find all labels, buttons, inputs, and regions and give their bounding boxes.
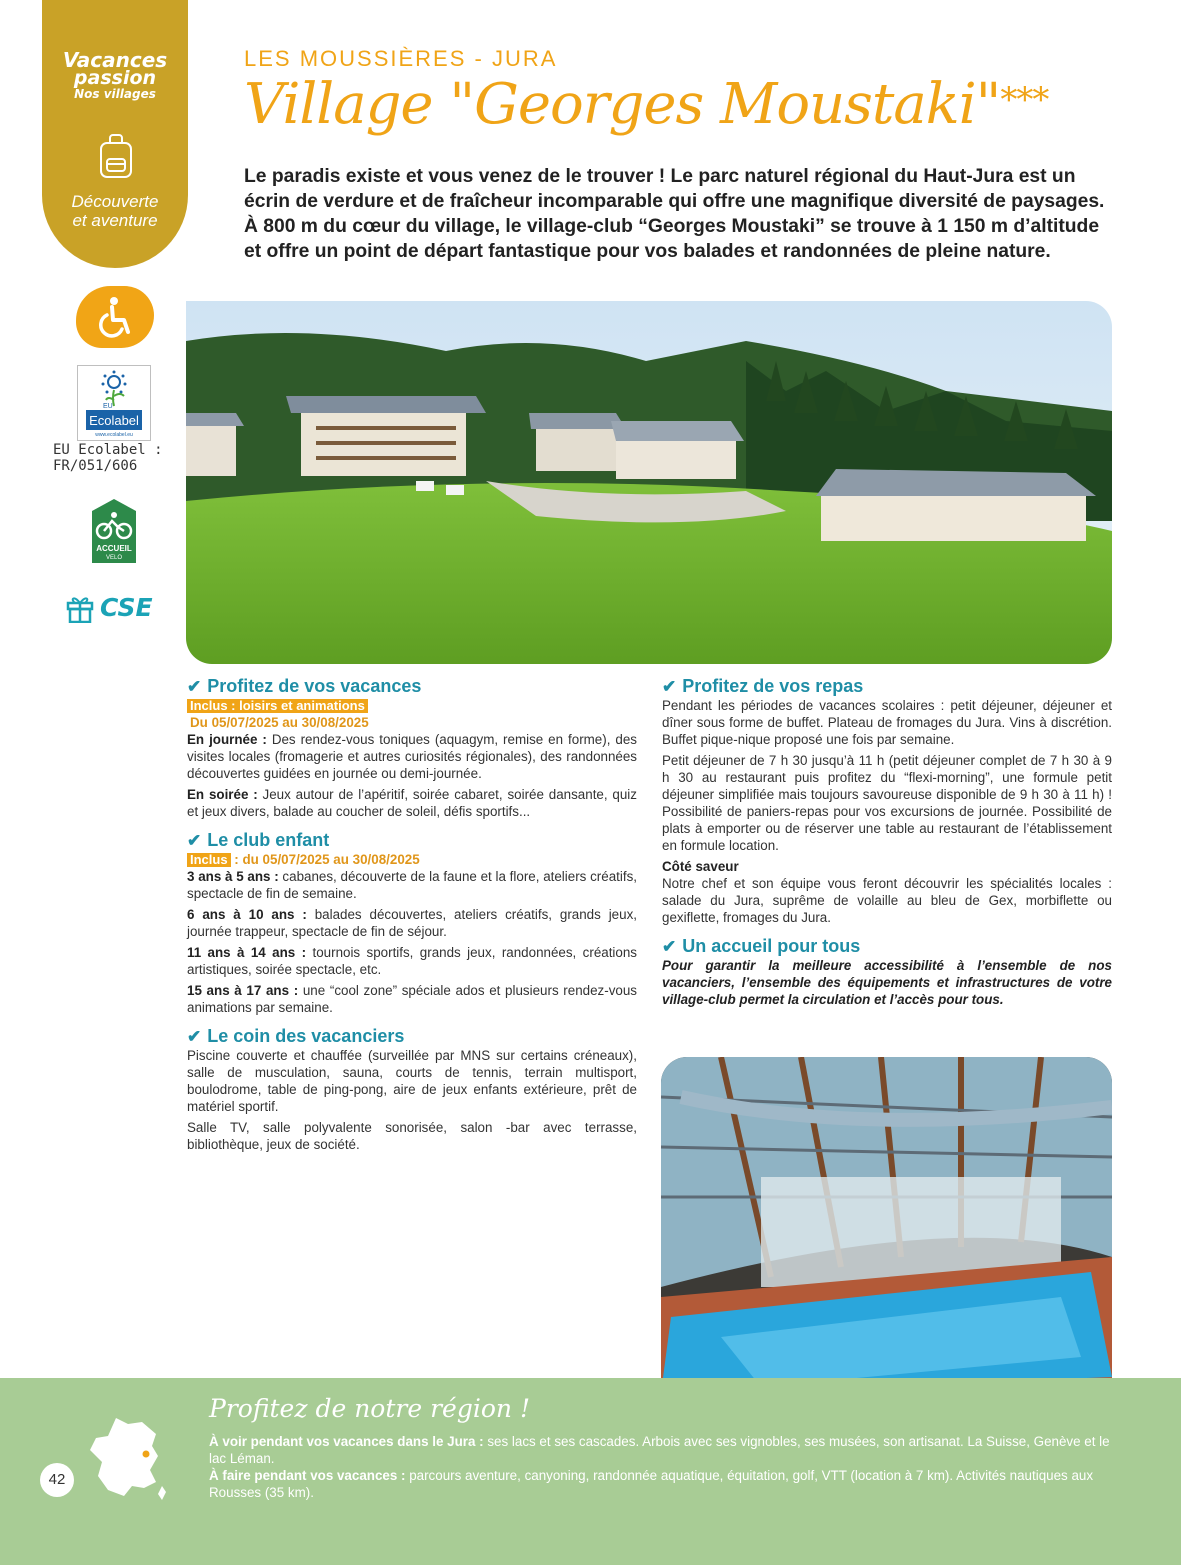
category-line1: Découverte xyxy=(71,192,159,211)
included-badge: Inclus xyxy=(187,853,231,867)
page-title xyxy=(244,72,1048,137)
location-label: LES MOUSSIÈRES - JURA xyxy=(244,46,558,71)
voir-label: À voir pendant vos vacances dans le Jura : xyxy=(209,1434,484,1449)
section-repas-heading xyxy=(662,678,1112,695)
checkmark-icon: ✔ xyxy=(187,1027,202,1046)
age-label: 11 ans à 14 ans : xyxy=(187,945,307,960)
age-text: cabanes, découverte de la faune et la flore, ateliers créatifs, spectacle de fin de semaine. xyxy=(187,869,637,901)
ecolabel-logo xyxy=(77,365,151,441)
heading-text: Le coin des vacanciers xyxy=(207,1026,405,1046)
logo-line2: passion xyxy=(73,67,157,89)
ecolabel-flower-icon xyxy=(78,366,150,440)
category-line2: et aventure xyxy=(72,211,158,230)
gift-icon xyxy=(66,593,94,623)
intro-paragraph: Le paradis existe et vous venez de le trouver ! Le parc naturel régional du Haut-Jura est un écrin de verdure et de fraîcheur incomparable qui offre une magnifique diversité de paysages. À 800 m du cœur du village, le village-club “Georges Moustaki” se trouve à 1 150 m d’altitude et offre un point de départ fantastique pour vos balades et randonnées de pleine nature. xyxy=(244,166,1105,262)
ecolabel-eu: EU xyxy=(103,403,113,410)
section-club-heading xyxy=(187,832,637,849)
accueil-paragraph: Pour garantir la meilleure accessibilité à l’ensemble de nos vacanciers, l’ensemble des équipements et infrastructures de votre village-club permet la circulation et l’accès pour tous. xyxy=(662,958,1112,1007)
village-photo xyxy=(186,301,1112,664)
section-vacances-heading xyxy=(187,678,637,695)
accessibility-badge xyxy=(76,286,154,348)
category-tab xyxy=(42,0,188,268)
france-map-icon xyxy=(86,1416,168,1502)
saveur-paragraph: Notre chef et son équipe vous feront découvrir les spécialités locales : salade du Jura, suprême de volaille au bleu de Gex, morbiflette ou gexiflette, fromages du Jura. xyxy=(662,876,1112,925)
left-column xyxy=(187,678,637,1157)
heading-text: Un accueil pour tous xyxy=(682,936,861,956)
section-accueil-heading xyxy=(662,938,1112,955)
included-badge: Inclus : loisirs et animations xyxy=(187,699,368,713)
page-number: 42 xyxy=(40,1463,74,1497)
voir-text: ses lacs et ses cascades. Arbois avec ses vignobles, ses musées, son artisanat. La Suisse, Genève et le lac Léman. xyxy=(209,1434,1110,1466)
evening-paragraph xyxy=(187,786,637,820)
club-age-6-10 xyxy=(187,906,637,940)
evening-label: En soirée : xyxy=(187,787,258,802)
day-paragraph xyxy=(187,731,637,782)
heading-text: Profitez de vos repas xyxy=(682,676,864,696)
velo-line2: VELO xyxy=(105,555,123,561)
day-label: En journée : xyxy=(187,732,267,747)
faire-line xyxy=(209,1467,1112,1501)
heading-text: Le club enfant xyxy=(207,830,330,850)
checkmark-icon: ✔ xyxy=(187,831,202,850)
day-text: Des rendez-vous toniques (aquagym, remise en forme), des visites locales (fromagerie et autres curiosités régionales), des randonnées découvertes guidées en journée ou demi-journée. xyxy=(187,732,637,781)
ecolabel-url: www.ecolabel.eu xyxy=(95,432,133,438)
heading-text: Profitez de vos vacances xyxy=(207,676,422,696)
faire-label: À faire pendant vos vacances : xyxy=(209,1468,406,1483)
age-label: 3 ans à 5 ans : xyxy=(187,869,279,884)
evening-text: Jeux autour de l’apéritif, soirée cabaret, soirée dansante, quiz et jeux divers, balade au coucher de soleil, défis sportifs... xyxy=(187,787,637,819)
pool-photo xyxy=(661,1057,1112,1393)
accueil-velo-icon xyxy=(90,497,138,565)
category-label xyxy=(42,192,188,230)
logo-line3: Nos villages xyxy=(74,87,156,101)
age-text: tournois sportifs, grands jeux, randonnées, créations artistiques, soirée spectacle, etc. xyxy=(187,945,637,977)
velo-line1: ACCUEIL xyxy=(96,544,132,553)
club-age-3-5 xyxy=(187,868,637,902)
repas-paragraph-2: Petit déjeuner de 7 h 30 jusqu’à 11 h (petit déjeuner complet de 7 h 30 à 9 h 30 au restaurant puis profitez du “flexi-morning”, une formule petit déjeuner simplifiée mais toujours savoureuse disponible de 9 h 30 à 11 h) ! Possibilité de paniers-repas pour vos excursions de journée. Possibilité de plats à emporter ou de réserver une table au restaurant de l’établissement en formule location. xyxy=(662,753,1112,853)
saveur-label: Côté saveur xyxy=(662,859,739,874)
region-title: Profitez de notre région ! xyxy=(209,1394,530,1423)
region-text xyxy=(209,1433,1112,1501)
checkmark-icon: ✔ xyxy=(662,677,677,696)
title-text: Village "Georges Moustaki" xyxy=(244,72,1001,137)
coin-paragraph-1: Piscine couverte et chauffée (surveillée par MNS sur certains créneaux), salle de musculation, sauna, courts de tennis, terrain multisport, boulodrome, table de ping-pong, aire de jeux enfants extérieure, prêt de matériel sportif. xyxy=(187,1048,637,1114)
age-label: 15 ans à 17 ans : xyxy=(187,983,299,998)
voir-line xyxy=(209,1433,1112,1467)
cse-badge xyxy=(66,593,158,623)
ecolabel-name: Ecolabel xyxy=(89,413,139,428)
club-age-11-14 xyxy=(187,944,637,978)
club-dates: : du 05/07/2025 au 30/08/2025 xyxy=(230,852,420,867)
vacances-dates: Du 05/07/2025 au 30/08/2025 xyxy=(190,715,369,730)
club-age-15-17 xyxy=(187,982,637,1016)
checkmark-icon: ✔ xyxy=(662,937,677,956)
repas-paragraph-1: Pendant les périodes de vacances scolaires : petit déjeuner, déjeuner et dîner sous forme de buffet. Plateau de fromages du Jura. Vins à discrétion. Buffet pique-nique proposé une fois par semaine. xyxy=(662,698,1112,747)
cse-label: CSE xyxy=(100,593,153,622)
age-text: balades découvertes, ateliers créatifs, grands jeux, journée trappeur, spectacle de fin de séjour. xyxy=(187,907,637,939)
section-coin-heading xyxy=(187,1028,637,1045)
checkmark-icon: ✔ xyxy=(187,677,202,696)
faire-text: parcours aventure, canyoning, randonnée aquatique, équitation, golf, VTT (location à 7 km). Activités nautiques aux Rousses (35 km). xyxy=(209,1468,1094,1500)
logo-line1: Vacances xyxy=(62,48,168,72)
ecolabel-caption: EU Ecolabel : FR/051/606 xyxy=(53,442,163,474)
backpack-icon xyxy=(97,133,135,179)
coin-paragraph-2: Salle TV, salle polyvalente sonorisée, salon -bar avec terrasse, bibliothèque, jeux de société. xyxy=(187,1120,637,1152)
indoor-pool-image xyxy=(661,1057,1112,1393)
village-landscape-image xyxy=(186,301,1112,664)
wheelchair-icon xyxy=(96,296,136,338)
star-rating: *** xyxy=(1000,80,1049,120)
age-label: 6 ans à 10 ans : xyxy=(187,907,307,922)
right-column xyxy=(662,678,1112,1012)
age-text: une “cool zone” spéciale ados et plusieurs rendez-vous animations par semaine. xyxy=(187,983,637,1015)
